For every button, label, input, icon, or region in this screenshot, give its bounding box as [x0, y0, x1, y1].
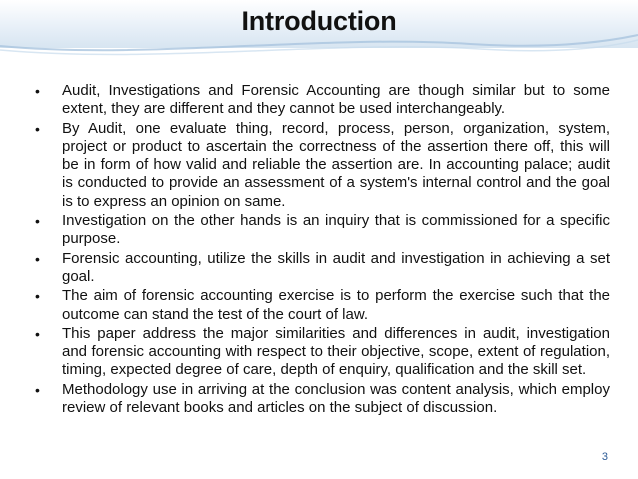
bullet-icon: • — [35, 381, 40, 398]
bullet-item — [35, 287, 610, 324]
bullet-icon: • — [35, 120, 40, 137]
bullet-icon: • — [35, 250, 40, 267]
bullet-icon: • — [35, 213, 40, 230]
bullet-icon: • — [35, 83, 40, 99]
bullet-item — [35, 250, 610, 287]
bullet-text: The aim of forensic accounting exercise is to perform the exercise such that the outcome can stand the test of the court of law. — [62, 287, 610, 323]
bullet-text: Methodology use in arriving at the conclusion was content analysis, which employ review of relevant books and articles on the subject of discussion. — [62, 380, 610, 417]
bullet-icon: • — [35, 288, 40, 305]
bullet-text: By Audit, one evaluate thing, record, process, person, organization, system, project or product to ascertain the correctness of the assertion there off, this will be in form of how valid and reliable the assertion are. In accounting palace; audit is conducted to provide an assessment of a system's internal control and the goal is to express an opinion on same. — [62, 119, 610, 210]
page-number: 3 — [601, 451, 608, 463]
bullet-text: Audit, Investigations and Forensic Accounting are though similar but to some extent, they are different and they cannot be used interchangeably. — [62, 82, 610, 118]
bullet-text: Forensic accounting, utilize the skills in audit and investigation in achieving a set goal. — [62, 249, 610, 285]
bullet-item — [35, 212, 610, 249]
bullet-item — [35, 82, 610, 119]
bullet-text: Investigation on the other hands is an inquiry that is commissioned for a specific purpose. — [62, 212, 610, 248]
bullet-item — [35, 381, 610, 418]
slide-title: Introduction — [241, 6, 397, 36]
bullet-text: This paper address the major similarities and differences in audit, investigation and forensic accounting with respect to their objective, scope, extent of regulation, timing, expected degree of care, depth of enquiry, qualification and the skill set. — [62, 324, 610, 379]
bullet-item — [35, 120, 610, 211]
bullet-icon: • — [35, 325, 40, 342]
bullet-item — [35, 325, 610, 380]
bullet-list — [35, 82, 610, 418]
